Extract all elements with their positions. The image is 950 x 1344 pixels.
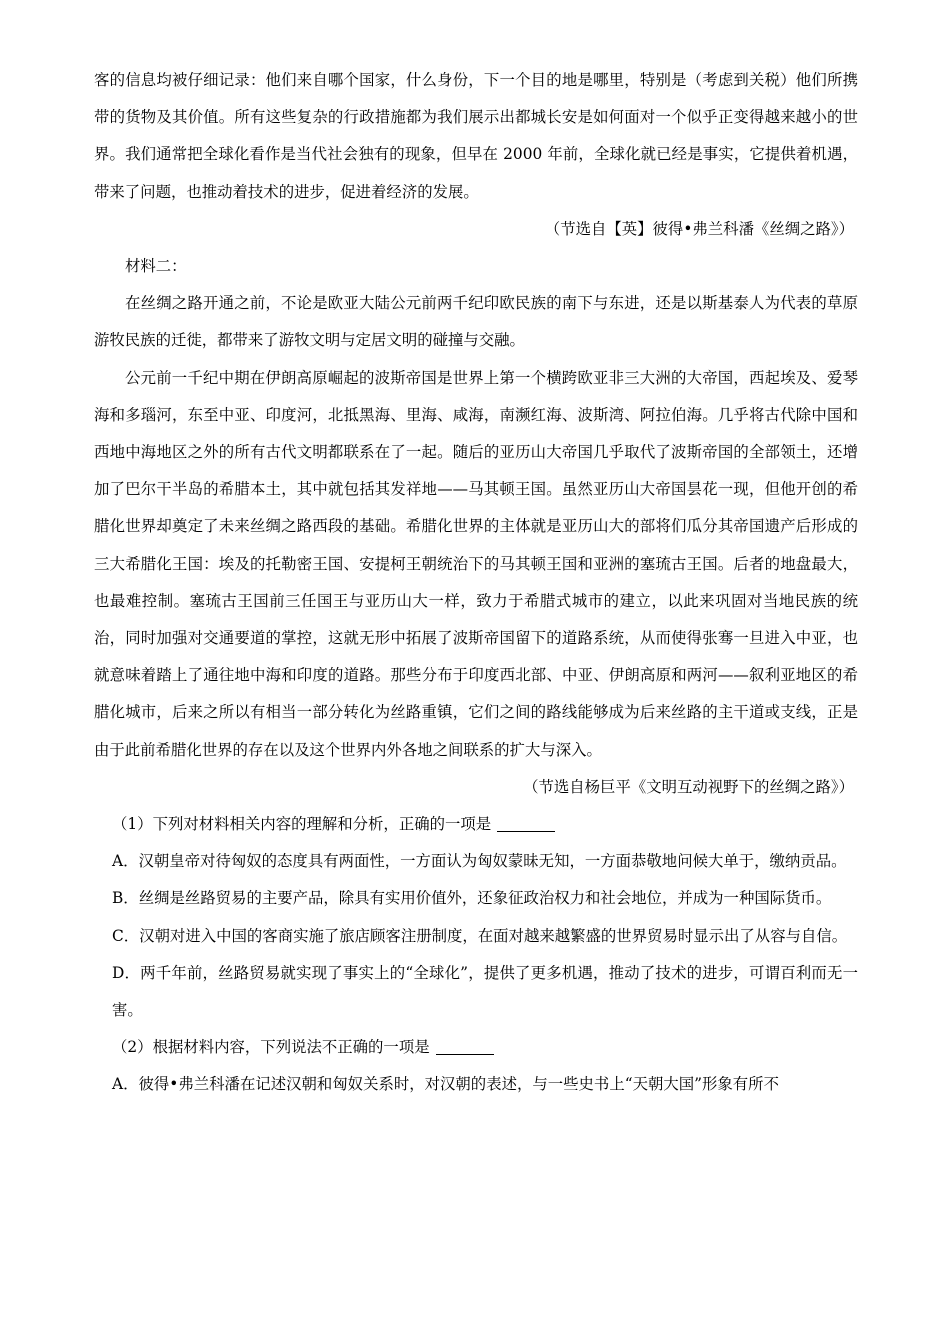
question-2-stem <box>94 1029 858 1066</box>
question-2-text: （2）根据材料内容，下列说法不正确的一项是 <box>112 1038 430 1057</box>
material2-heading: 材料二： <box>125 257 187 276</box>
option-label: D． <box>112 963 141 982</box>
question-1-option-b <box>94 880 858 917</box>
material2-source: （节选自杨巨平《文明互动视野下的丝绸之路》） <box>523 777 854 796</box>
option-label: C． <box>112 926 140 945</box>
question-1-stem <box>94 806 858 843</box>
document-page <box>94 62 858 1104</box>
option-label: B． <box>112 889 139 908</box>
option-text: 汉朝对进入中国的客商实施了旅店顾客注册制度，在面对越来越繁盛的世界贸易时显示出了从容与自信。 <box>139 926 848 945</box>
option-label: A． <box>112 1075 139 1094</box>
option-label: A． <box>112 852 139 871</box>
material1-paragraph-tail: 客的信息均被仔细记录：他们来自哪个国家，什么身份，下一个目的地是哪里，特别是（考虑到关税）他们所携带的货物及其价值。所有这些复杂的行政措施都为我们展示出都城长安是如何面对一个似乎正变得越来越小的世界。我们通常把全球化看作是当代社会独有的现象，但早在 2000 年前，全球化就已经是事实，它提供着机遇，带来了问题，也推动着技术的进步，促进着经济的发展。 <box>94 71 858 201</box>
material2-paragraph-2: 公元前一千纪中期在伊朗高原崛起的波斯帝国是世界上第一个横跨欧亚非三大洲的大帝国，西起埃及、爱琴海和多瑙河，东至中亚、印度河，北抵黑海、里海、咸海，南濒红海、波斯湾、阿拉伯海。几乎将古代除中国和西地中海地区之外的所有古代文明都联系在了一起。随后的亚历山大帝国几乎取代了波斯帝国的全部领土，还增加了巴尔干半岛的希腊本土，其中就包括其发祥地——马其顿王国。虽然亚历山大帝国昙花一现，但他开创的希腊化世界却奠定了未来丝绸之路西段的基础。希腊化世界的主体就是亚历山大的部将们瓜分其帝国遗产后形成的三大希腊化王国：埃及的托勒密王国、安提柯王朝统治下的马其顿王国和亚洲的塞琉古王国。后者的地盘最大，也最难控制。塞琉古王国前三任国王与亚历山大一样，致力于希腊式城市的建立，以此来巩固对当地民族的统治，同时加强对交通要道的掌控，这就无形中拓展了波斯帝国留下的道路系统，从而使得张骞一旦进入中亚，也就意味着踏上了通往地中海和印度的道路。那些分布于印度西北部、中亚、伊朗高原和两河——叙利亚地区的希腊化城市，后来之所以有相当一部分转化为丝路重镇，它们之间的路线能够成为后来丝路的主干道或支线，正是由于此前希腊化世界的存在以及这个世界内外各地之间联系的扩大与深入。 <box>94 368 858 759</box>
material2-paragraph-1: 在丝绸之路开通之前，不论是欧亚大陆公元前两千纪印欧民族的南下与东进，还是以斯基泰人为代表的草原游牧民族的迁徙，都带来了游牧文明与定居文明的碰撞与交融。 <box>94 294 858 350</box>
question-1-option-a <box>94 843 858 880</box>
option-text: 两千年前，丝路贸易就实现了事实上的“全球化”，提供了更多机遇，推动了技术的进步，可谓百利而无一害。 <box>112 963 858 1020</box>
material1-source: （节选自【英】彼得•弗兰科潘《丝绸之路》） <box>544 219 854 238</box>
question-2-option-a <box>94 1066 858 1103</box>
option-text: 彼得•弗兰科潘在记述汉朝和匈奴关系时，对汉朝的表述，与一些史书上“天朝大国”形象有所不 <box>138 1075 779 1094</box>
question-1-option-c <box>94 918 858 955</box>
question-1-option-d <box>94 955 858 1029</box>
option-text: 丝绸是丝路贸易的主要产品，除具有实用价值外，还象征政治权力和社会地位，并成为一种国际货币。 <box>138 889 832 908</box>
option-text: 汉朝皇帝对待匈奴的态度具有两面性，一方面认为匈奴蒙昧无知，一方面恭敬地问候大单于，缴纳贡品。 <box>138 852 847 871</box>
question-1-text: （1）下列对材料相关内容的理解和分析，正确的一项是 <box>112 815 492 834</box>
question-1-answer-blank[interactable] <box>497 813 555 832</box>
question-2-answer-blank[interactable] <box>436 1036 494 1055</box>
